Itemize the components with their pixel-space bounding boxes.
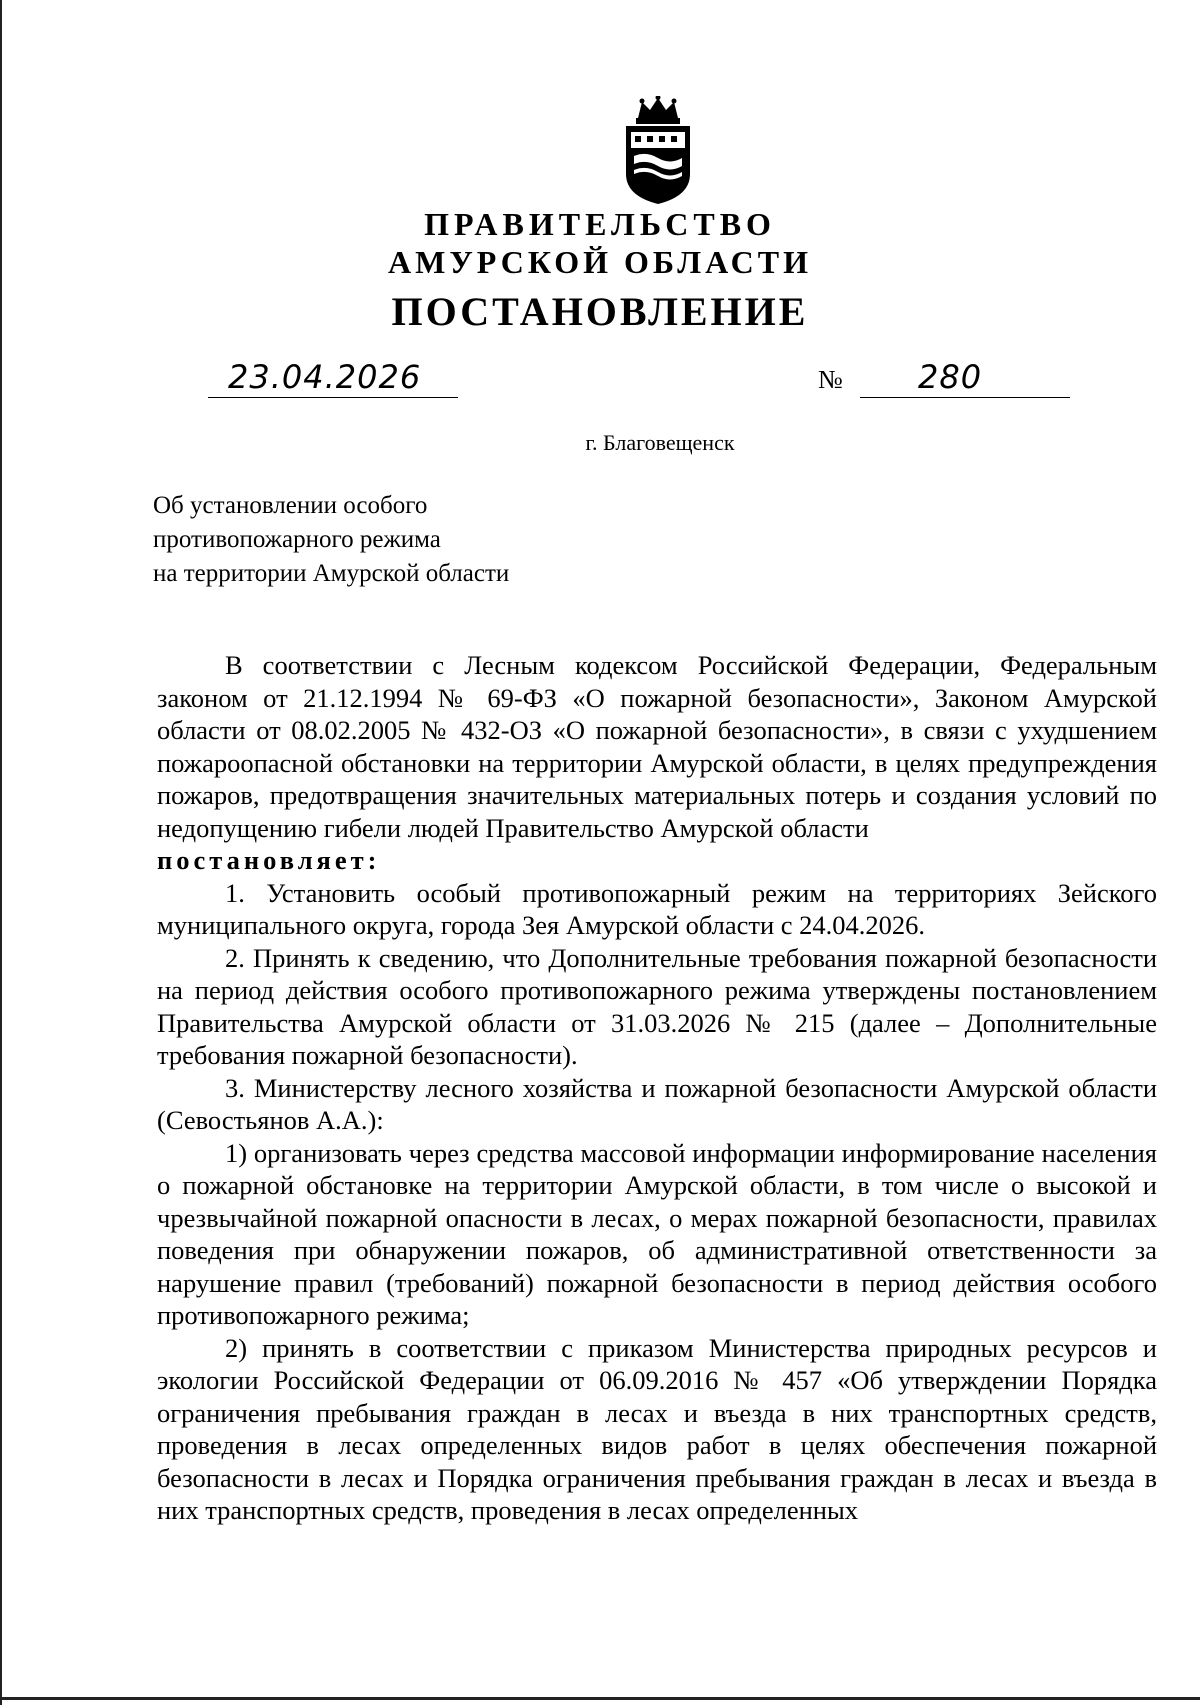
city: г. Благовещенск	[585, 430, 735, 455]
decree-word: постановляет:	[157, 845, 381, 875]
number-underline	[860, 397, 1070, 398]
document-type: ПОСТАНОВЛЕНИЕ	[391, 289, 809, 334]
paragraph: 3. Министерству лесного хозяйства и пожарной безопасности Амурской области (Севостьянов А.А.):	[157, 1072, 1157, 1135]
date-underline	[208, 397, 458, 398]
authority-name: ПРАВИТЕЛЬСТВО	[424, 206, 776, 242]
document-subject	[153, 489, 509, 591]
region-name: АМУРСКОЙ ОБЛАСТИ	[388, 244, 812, 280]
handwritten-number: 280	[918, 358, 983, 396]
subject-line: Об установлении особого	[153, 492, 428, 519]
preamble: В соответствии с Лесным кодексом Российской Федерации, Федеральным законом от 21.12.1994 № 69-ФЗ «О пожарной безопасности», Законом Амурской области от 08.02.2005 № 432-ОЗ «О пожарной безопасности», в связи с ухудшением пожароопасной обстановки на территории Амурской области, в целях предупреждения пожаров, предотвращения значительных материальных потерь и создания условий по недопущению гибели людей Правительство Амурской области	[157, 650, 1157, 843]
subject-line: противопожарного режима	[153, 526, 441, 553]
paragraph: 2. Принять к сведению, что Дополнительные требования пожарной безопасности на период действия особого противопожарного режима утверждены постановлением Правительства Амурской области от 31.03.2026 № 215 (далее – Дополнительные требования пожарной безопасности).	[157, 942, 1157, 1070]
number-label: №	[818, 365, 843, 394]
document-body	[157, 649, 1157, 1527]
paragraph: 1. Установить особый противопожарный режим на территориях Зейского муниципального округа, города Зея Амурской области с 24.04.2026.	[157, 877, 1157, 940]
amur-oblast-coat-of-arms-icon	[620, 96, 696, 206]
scan-edge	[0, 1697, 1200, 1700]
subject-line: на территории Амурской области	[153, 560, 510, 587]
handwritten-date: 23.04.2026	[228, 358, 422, 396]
paragraph: 1) организовать через средства массовой информации информирование населения о пожарной обстановке на территории Амурской области, в том числе о высокой и чрезвычайной пожарной опасности в лесах, о мерах пожарной безопасности, правилах поведения при обнаружении пожаров, об административной ответственности за нарушение правил (требований) пожарной безопасности в период действия особого противопожарного режима;	[157, 1137, 1157, 1330]
paragraph: 2) принять в соответствии с приказом Министерства природных ресурсов и экологии Российской Федерации от 06.09.2016 № 457 «Об утверждении Порядка ограничения пребывания граждан в лесах и въезда в них транспортных средств, проведения в лесах определенных видов работ в целях обеспечения пожарной безопасности в лесах и Порядка ограничения пребывания граждан в лесах и въезда в них транспортных средств, проведения в лесах определенных	[157, 1332, 1157, 1525]
